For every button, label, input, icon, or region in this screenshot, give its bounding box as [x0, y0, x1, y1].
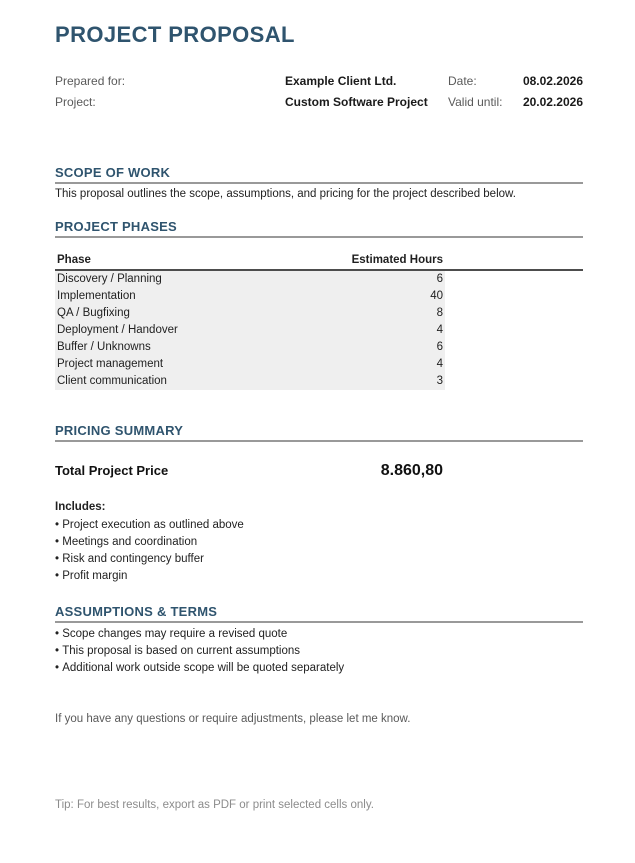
assumptions-heading: ASSUMPTIONS & TERMS	[55, 604, 583, 623]
phase-name-cell: QA / Bugfixing	[57, 307, 130, 319]
section-scope-of-work	[55, 165, 583, 201]
section-pricing-summary	[55, 423, 583, 442]
phases-table-body	[55, 271, 445, 390]
includes-label: Includes:	[55, 501, 106, 513]
phase-hours-cell: 4	[436, 324, 443, 336]
section-project-phases	[55, 219, 583, 238]
column-header-estimated-hours: Estimated Hours	[351, 254, 443, 266]
date-value: 08.02.2026	[522, 74, 583, 88]
table-row	[55, 373, 445, 390]
page-title: PROJECT PROPOSAL	[55, 22, 295, 47]
table-row	[55, 356, 445, 373]
closing-note: If you have any questions or require adjustments, please let me know.	[55, 713, 411, 725]
prepared-for-label: Prepared for:	[55, 74, 126, 88]
tip-note: Tip: For best results, export as PDF or print selected cells only.	[55, 799, 374, 811]
assumptions-list-item: • This proposal is based on current assumptions	[55, 643, 583, 660]
proposal-meta	[55, 74, 583, 109]
total-price-value: 8.860,80	[380, 462, 443, 479]
valid-until-value: 20.02.2026	[522, 95, 583, 109]
phase-hours-cell: 6	[436, 341, 443, 353]
phase-hours-cell: 6	[436, 273, 443, 285]
table-row	[55, 322, 445, 339]
column-header-phase: Phase	[57, 254, 91, 266]
project-value: Custom Software Project	[285, 95, 428, 109]
valid-until-label: Valid until:	[448, 95, 503, 109]
table-row	[55, 339, 445, 356]
total-price-row	[55, 462, 445, 480]
scope-heading: SCOPE OF WORK	[55, 165, 583, 184]
includes-list-item: • Profit margin	[55, 568, 583, 585]
phase-name-cell: Buffer / Unknowns	[57, 341, 151, 353]
table-row	[55, 271, 445, 288]
phases-table	[55, 254, 583, 390]
scope-description: This proposal outlines the scope, assumptions, and pricing for the project described below.	[55, 188, 516, 200]
phase-hours-cell: 8	[436, 307, 443, 319]
phase-name-cell: Deployment / Handover	[57, 324, 178, 336]
phase-name-cell: Implementation	[57, 290, 136, 302]
prepared-for-value: Example Client Ltd.	[285, 74, 397, 88]
table-row	[55, 288, 445, 305]
phase-hours-cell: 4	[436, 358, 443, 370]
includes-list	[55, 517, 583, 585]
pricing-heading: PRICING SUMMARY	[55, 423, 583, 442]
phase-name-cell: Project management	[57, 358, 164, 370]
date-label: Date:	[448, 74, 477, 88]
assumptions-list-item: • Scope changes may require a revised quote	[55, 626, 583, 643]
includes-list-item: • Risk and contingency buffer	[55, 551, 583, 568]
phase-name-cell: Discovery / Planning	[57, 273, 162, 285]
phase-name-cell: Client communication	[57, 375, 167, 387]
project-label: Project:	[55, 95, 96, 109]
phase-hours-cell: 3	[436, 375, 443, 387]
phases-table-header	[55, 254, 583, 271]
includes-list-item: • Meetings and coordination	[55, 534, 583, 551]
column-header-spacer	[445, 254, 583, 267]
includes-list-item: • Project execution as outlined above	[55, 517, 583, 534]
total-price-label: Total Project Price	[55, 463, 169, 478]
phase-hours-cell: 40	[430, 290, 443, 302]
assumptions-list-item: • Additional work outside scope will be quoted separately	[55, 660, 583, 677]
section-assumptions-terms	[55, 604, 583, 677]
assumptions-list	[55, 626, 583, 677]
phases-heading: PROJECT PHASES	[55, 219, 583, 238]
table-row	[55, 305, 445, 322]
